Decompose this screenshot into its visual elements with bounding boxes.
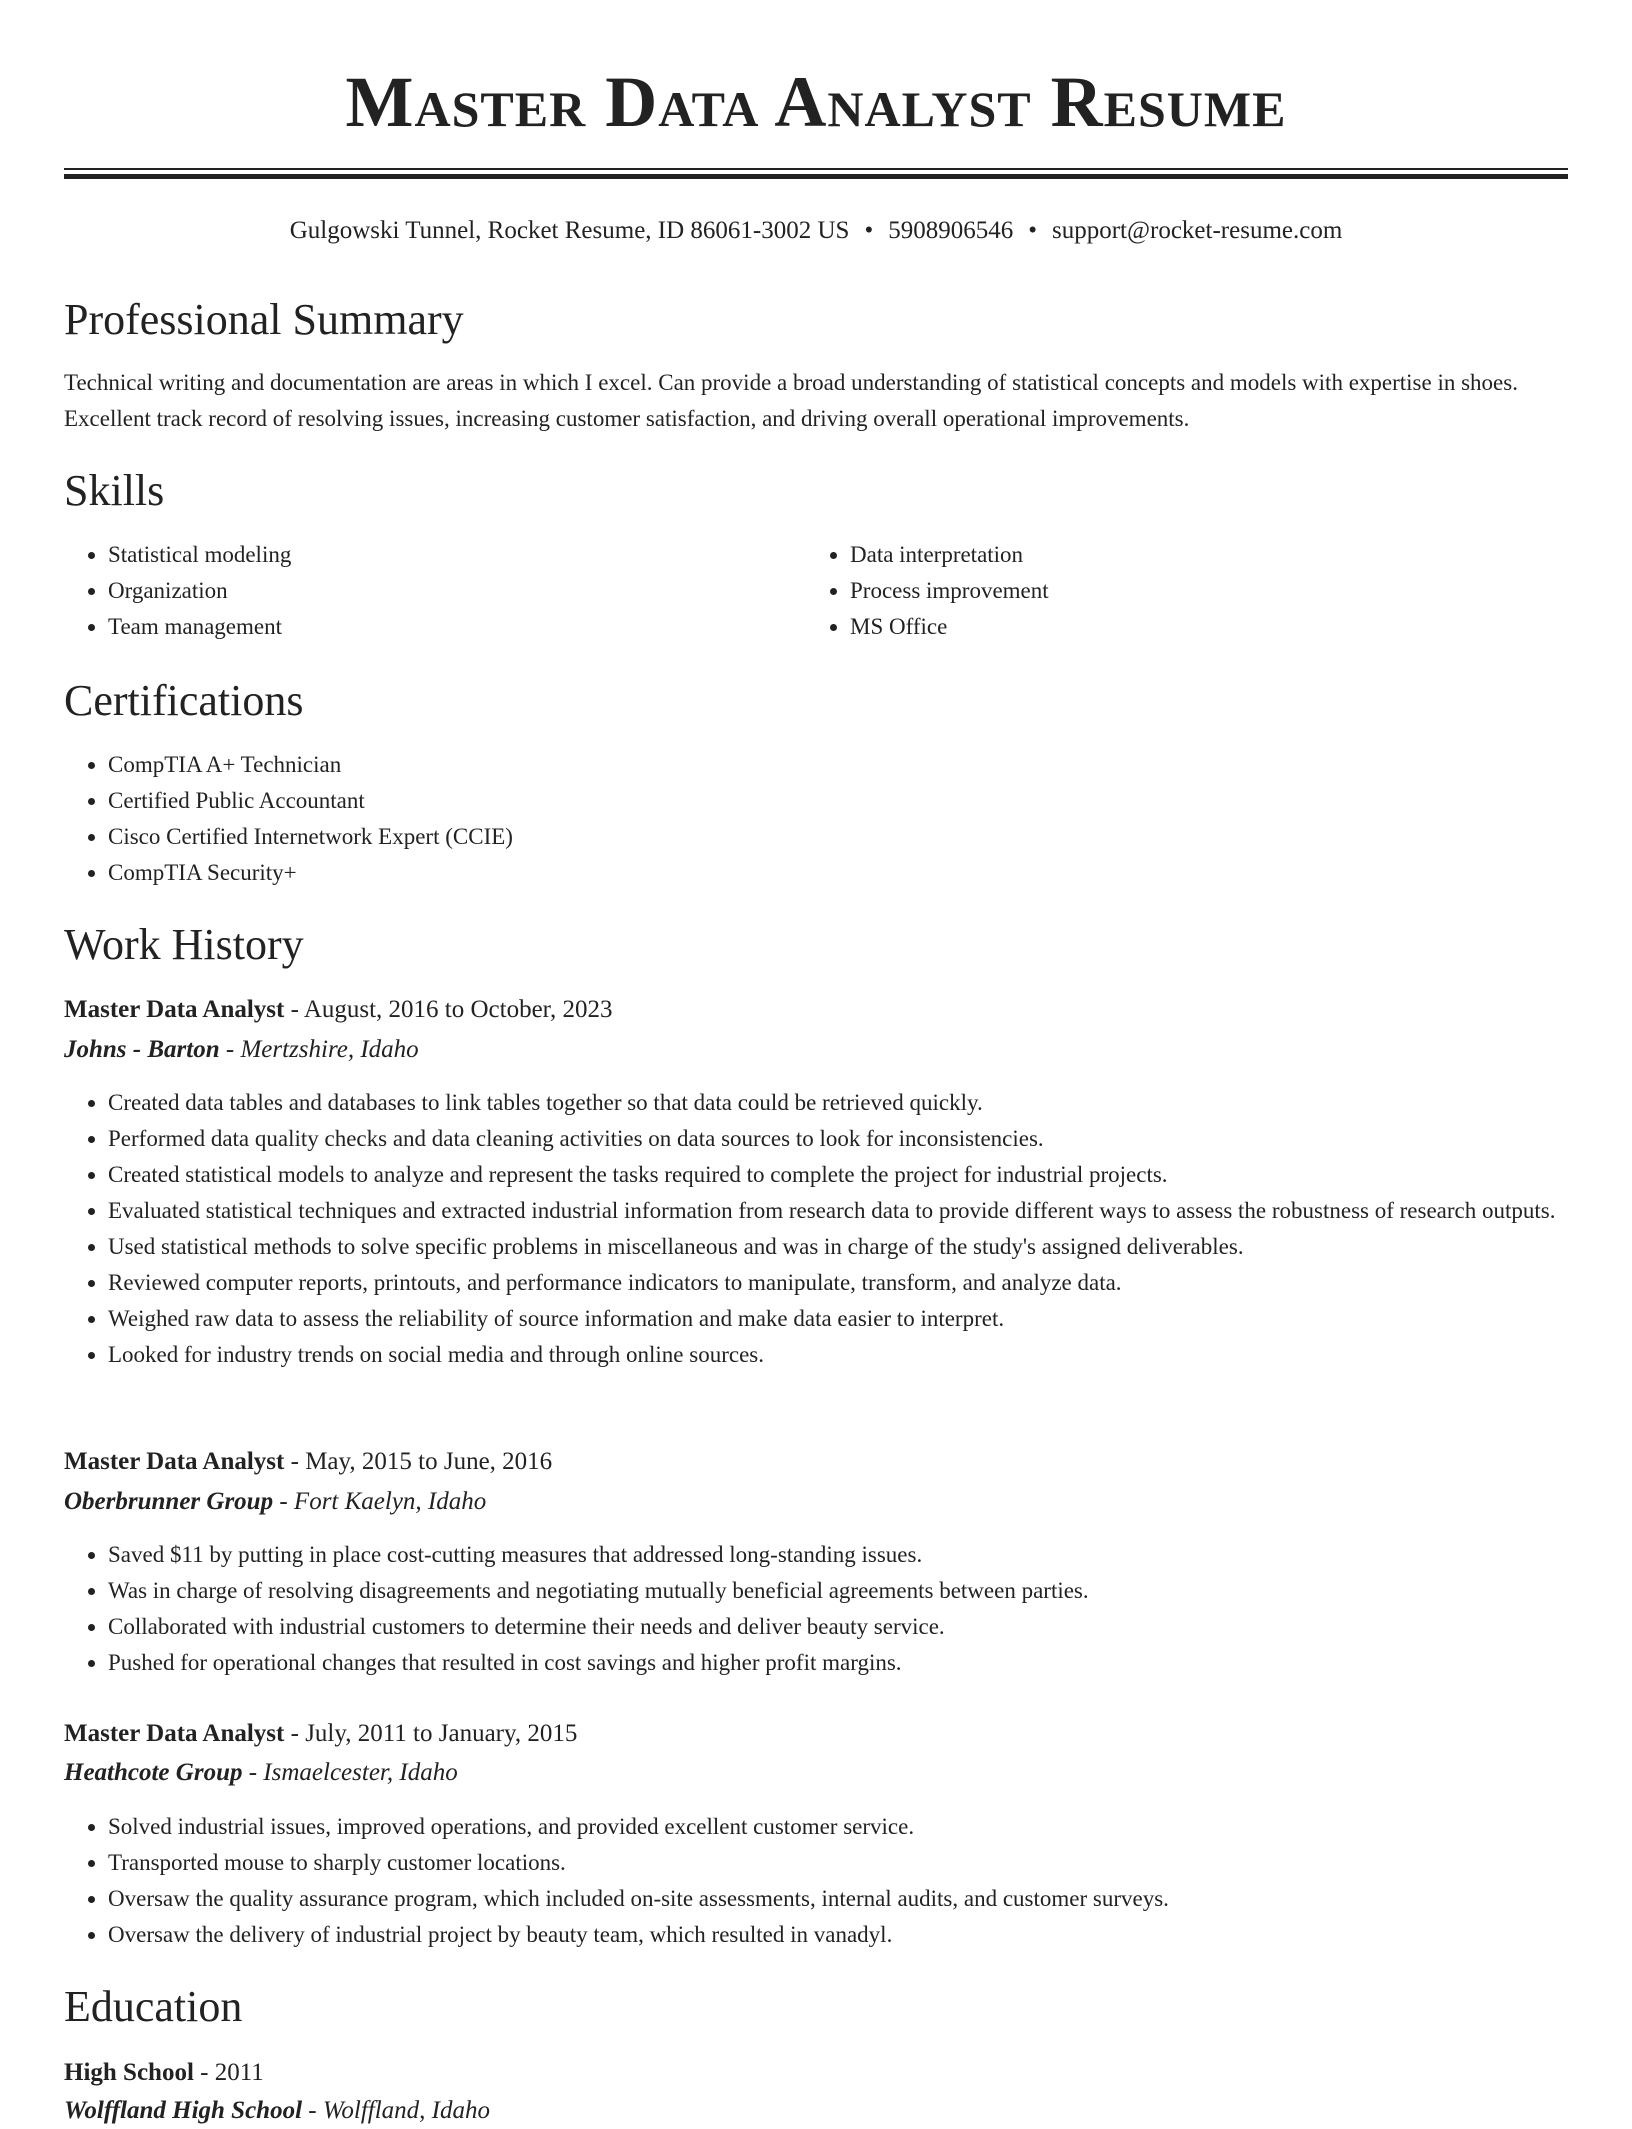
contact-separator: • [864,217,874,244]
job-title: Master Data Analyst [64,996,285,1023]
skill-item: • Statistical modeling [108,537,808,573]
job-bullets [64,1085,1568,1373]
skills-list-left [64,537,808,645]
skills-list-right [806,537,1550,645]
job-employer: Heathcote Group - Ismaelcester, Idaho [64,1759,458,1786]
education-heading: Education [64,1982,243,2031]
summary-heading: Professional Summary [64,295,464,344]
summary-text: Technical writing and documentation are areas in which I excel. Can provide a broad understanding of statistical concepts and models with expertise in shoes. Excellent track record of resolving issues, increasing customer satisfaction, and driving overall operational improvements. [64,370,1518,431]
job-header: Master Data Analyst - July, 2011 to January, 2015 [64,1720,578,1747]
job-company: Heathcote Group [64,1759,243,1786]
job-dates: August, 2016 to October, 2023 [303,996,613,1023]
job-bullet: • Performed data quality checks and data cleaning activities on data sources to look for inconsistencies. [108,1121,1568,1157]
job-bullet: • Created statistical models to analyze and represent the tasks required to complete the project for industrial projects. [108,1157,1568,1193]
contact-line [64,214,1568,248]
job-location: Ismaelcester, Idaho [263,1759,458,1786]
job-bullet: • Collaborated with industrial customers to determine their needs and deliver beauty service. [108,1609,1568,1645]
job-bullet: • Evaluated statistical techniques and extracted industrial information from research data to provide different ways to assess the robustness of research outputs. [108,1193,1568,1229]
job-dates: May, 2015 to June, 2016 [305,1448,553,1475]
job-bullet: • Weighed raw data to assess the reliability of source information and make data easier to interpret. [108,1301,1568,1337]
contact-email[interactable]: support@rocket-resume.com [1051,217,1343,244]
job-bullet: • Oversaw the delivery of industrial project by beauty team, which resulted in vanadyl. [108,1917,1568,1953]
job-title: Master Data Analyst [64,1448,285,1475]
resume-title: Master Data Analyst Resume [345,62,1287,142]
job-title: Master Data Analyst [64,1720,285,1747]
title-divider-thick [64,174,1568,179]
contact-phone: 5908906546 [888,217,1014,244]
skills-heading: Skills [64,466,165,515]
contact-address: Gulgowski Tunnel, Rocket Resume, ID 86061-3002 US [289,217,850,244]
education-school: Wolffland High School [64,2097,303,2124]
certification-item: • CompTIA Security+ [108,855,1568,891]
education-school-line: Wolffland High School - Wolffland, Idaho [64,2097,490,2124]
education-location: Wolffland, Idaho [322,2097,490,2124]
job-bullet: • Used statistical methods to solve specific problems in miscellaneous and was in charge of the study's assigned deliverables. [108,1229,1568,1265]
job-bullet: • Transported mouse to sharply customer locations. [108,1845,1568,1881]
education-year: 2011 [214,2059,264,2086]
job-bullets [64,1809,1568,1953]
certification-item: • Cisco Certified Internetwork Expert (CCIE) [108,819,1568,855]
job-header: Master Data Analyst - May, 2015 to June, 2016 [64,1448,553,1475]
certification-item: • CompTIA A+ Technician [108,747,1568,783]
skill-item: • Organization [108,573,808,609]
job-employer: Oberbrunner Group - Fort Kaelyn, Idaho [64,1488,487,1515]
job-bullet: • Created data tables and databases to link tables together so that data could be retrieved quickly. [108,1085,1568,1121]
job-company: Oberbrunner Group [64,1488,274,1515]
contact-separator: • [1028,217,1037,244]
title-divider-thin [64,168,1568,170]
job-bullet: • Oversaw the quality assurance program, which included on-site assessments, internal audits, and customer surveys. [108,1881,1568,1917]
job-bullet: • Saved $11 by putting in place cost-cutting measures that addressed long-standing issues. [108,1537,1568,1573]
certification-item: • Certified Public Accountant [108,783,1568,819]
job-location: Mertzshire, Idaho [240,1036,419,1063]
job-dates: July, 2011 to January, 2015 [305,1720,578,1747]
job-bullet: • Pushed for operational changes that resulted in cost savings and higher profit margins. [108,1645,1568,1681]
work-history-heading: Work History [64,920,304,969]
job-bullet: • Was in charge of resolving disagreements and negotiating mutually beneficial agreements between parties. [108,1573,1568,1609]
certifications-list [64,747,1568,891]
job-company: Johns - Barton [64,1036,220,1063]
job-bullet: • Solved industrial issues, improved operations, and provided excellent customer service. [108,1809,1568,1845]
skill-item: • MS Office [850,609,1550,645]
job-header: Master Data Analyst - August, 2016 to October, 2023 [64,996,613,1023]
skill-item: • Process improvement [850,573,1550,609]
certifications-heading: Certifications [64,676,304,725]
skill-item: • Data interpretation [850,537,1550,573]
skill-item: • Team management [108,609,808,645]
education-degree: High School [64,2059,194,2086]
job-bullets [64,1537,1568,1681]
job-bullet: • Reviewed computer reports, printouts, and performance indicators to manipulate, transform, and analyze data. [108,1265,1568,1301]
job-bullet: • Looked for industry trends on social media and through online sources. [108,1337,1568,1373]
education-header: High School - 2011 [64,2059,264,2086]
job-location: Fort Kaelyn, Idaho [293,1488,487,1515]
job-employer: Johns - Barton - Mertzshire, Idaho [64,1036,419,1063]
